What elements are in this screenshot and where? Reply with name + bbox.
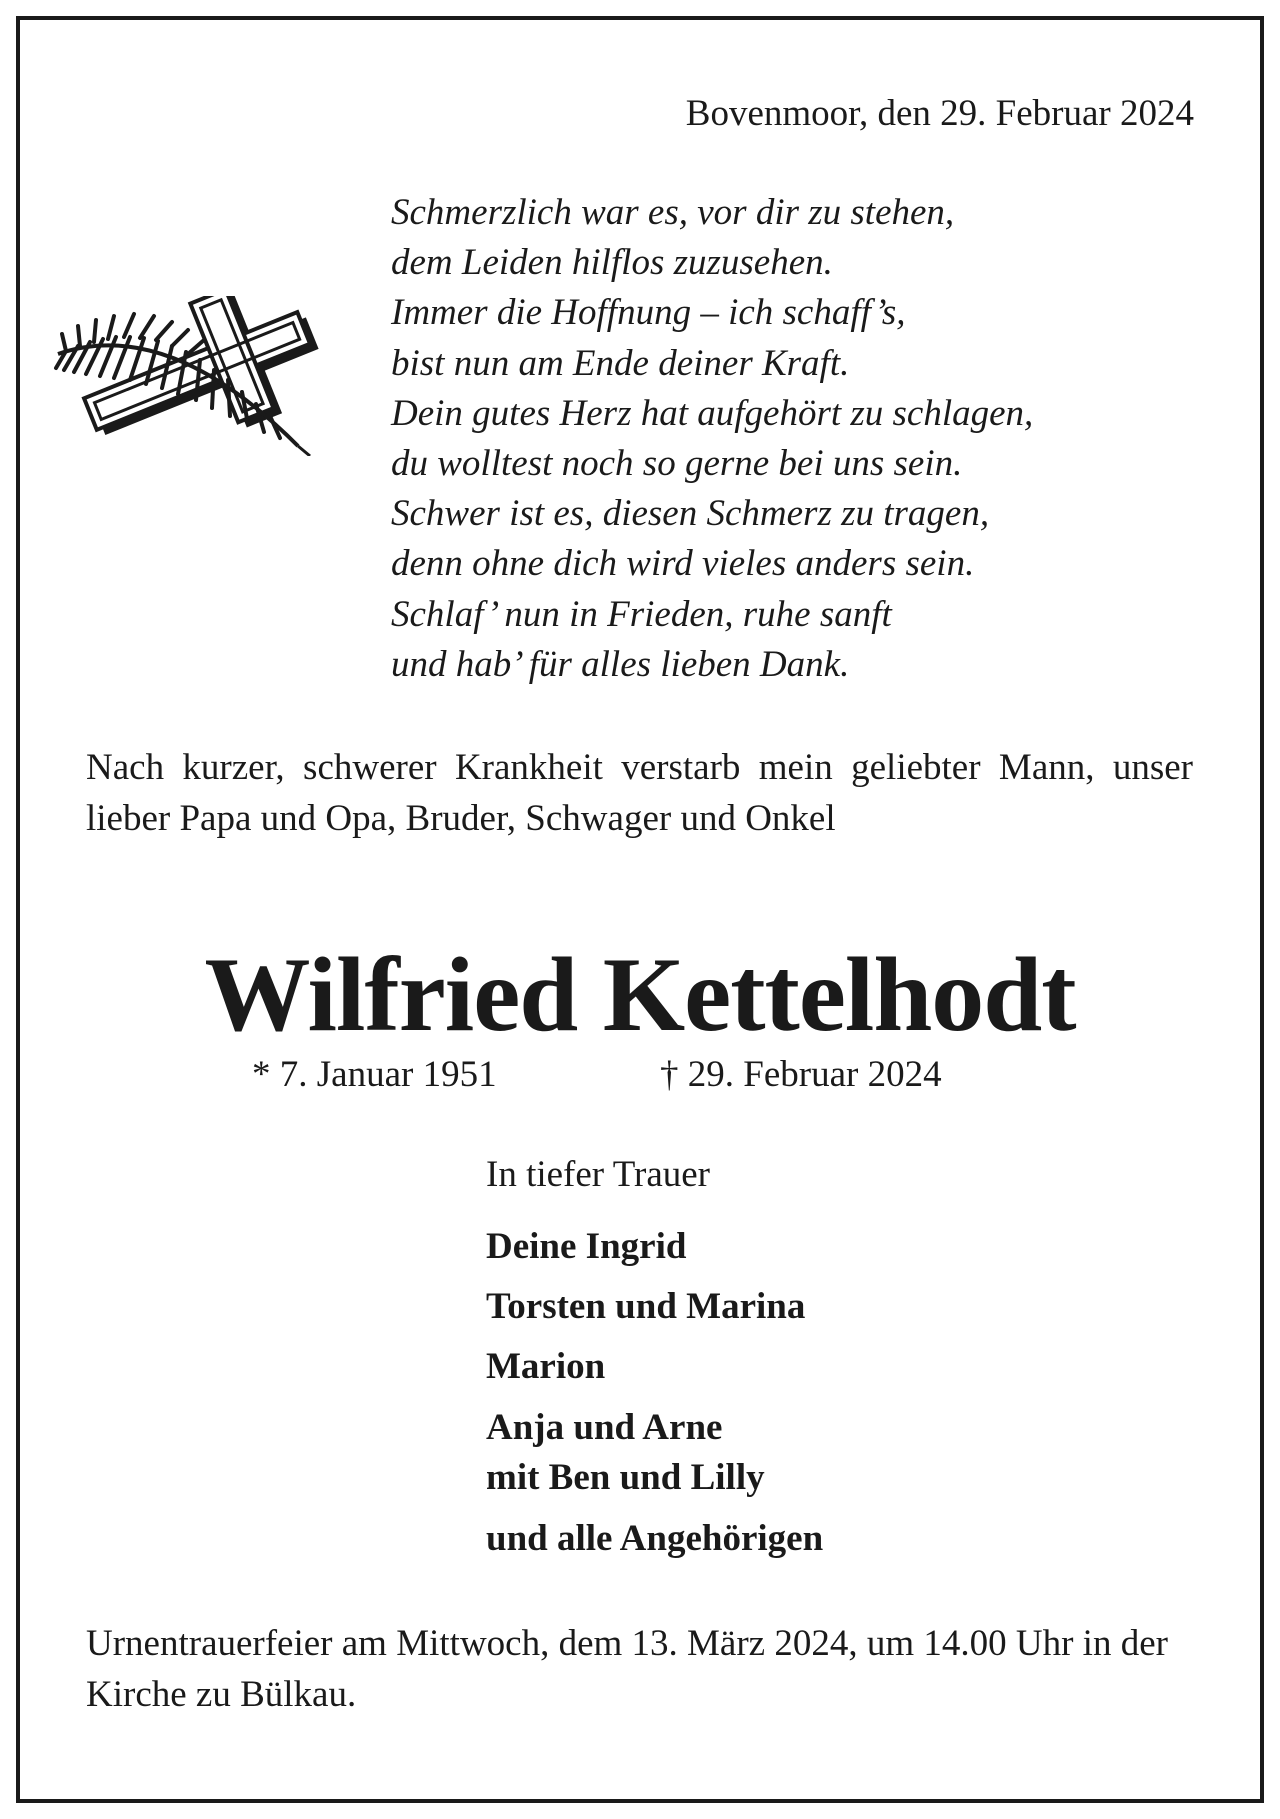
birth-date: * 7. Januar 1951 [252,1054,497,1095]
poem [391,188,1033,690]
poem-line: Schlaf’ nun in Frieden, ruhe sanft [391,593,892,635]
ceremony-info: Urnentrauerfeier am Mittwoch, dem 13. März 2024, um 14.00 Uhr in der Kirche zu Bülkau. [86,1623,1168,1715]
poem-line: und hab’ für alles lieben Dank. [391,643,850,685]
mourning-heading: In tiefer Trauer [486,1154,710,1195]
death-date: † 29. Februar 2024 [660,1054,942,1095]
poem-line: denn ohne dich wird vieles anders sein. [391,543,975,585]
poem-line: Schmerzlich war es, vor dir zu stehen, [391,192,955,233]
mourner-name: und alle Angehörigen [486,1518,824,1559]
poem-line: Dein gutes Herz hat aufgehört zu schlagen, [391,392,1034,434]
place-date: Bovenmoor, den 29. Februar 2024 [685,93,1194,134]
mourner-name: Deine Ingrid [486,1226,687,1267]
cross-with-palm-frond-icon [48,296,348,456]
mourner-name: Torsten und Marina [486,1286,806,1327]
intro-paragraph: Nach kurzer, schwerer Krankheit verstarb mein geliebter Mann, unser lieber Papa und Opa, Bruder, Schwager und Onkel [86,747,1193,839]
poem-line: dem Leiden hilflos zuzusehen. [391,242,833,284]
mourner-name: mit Ben und Lilly [486,1457,765,1498]
mourner-name: Marion [486,1346,606,1387]
mourner-name: Anja und Arne [486,1407,723,1448]
deceased-name: Wilfried Kettelhodt [204,936,1076,1053]
poem-line: du wolltest noch so gerne bei uns sein. [391,442,963,484]
poem-line: Immer die Hoffnung – ich schaff’s, [391,292,906,334]
poem-line: bist nun am Ende deiner Kraft. [391,342,850,384]
poem-line: Schwer ist es, diesen Schmerz zu tragen, [391,493,990,535]
